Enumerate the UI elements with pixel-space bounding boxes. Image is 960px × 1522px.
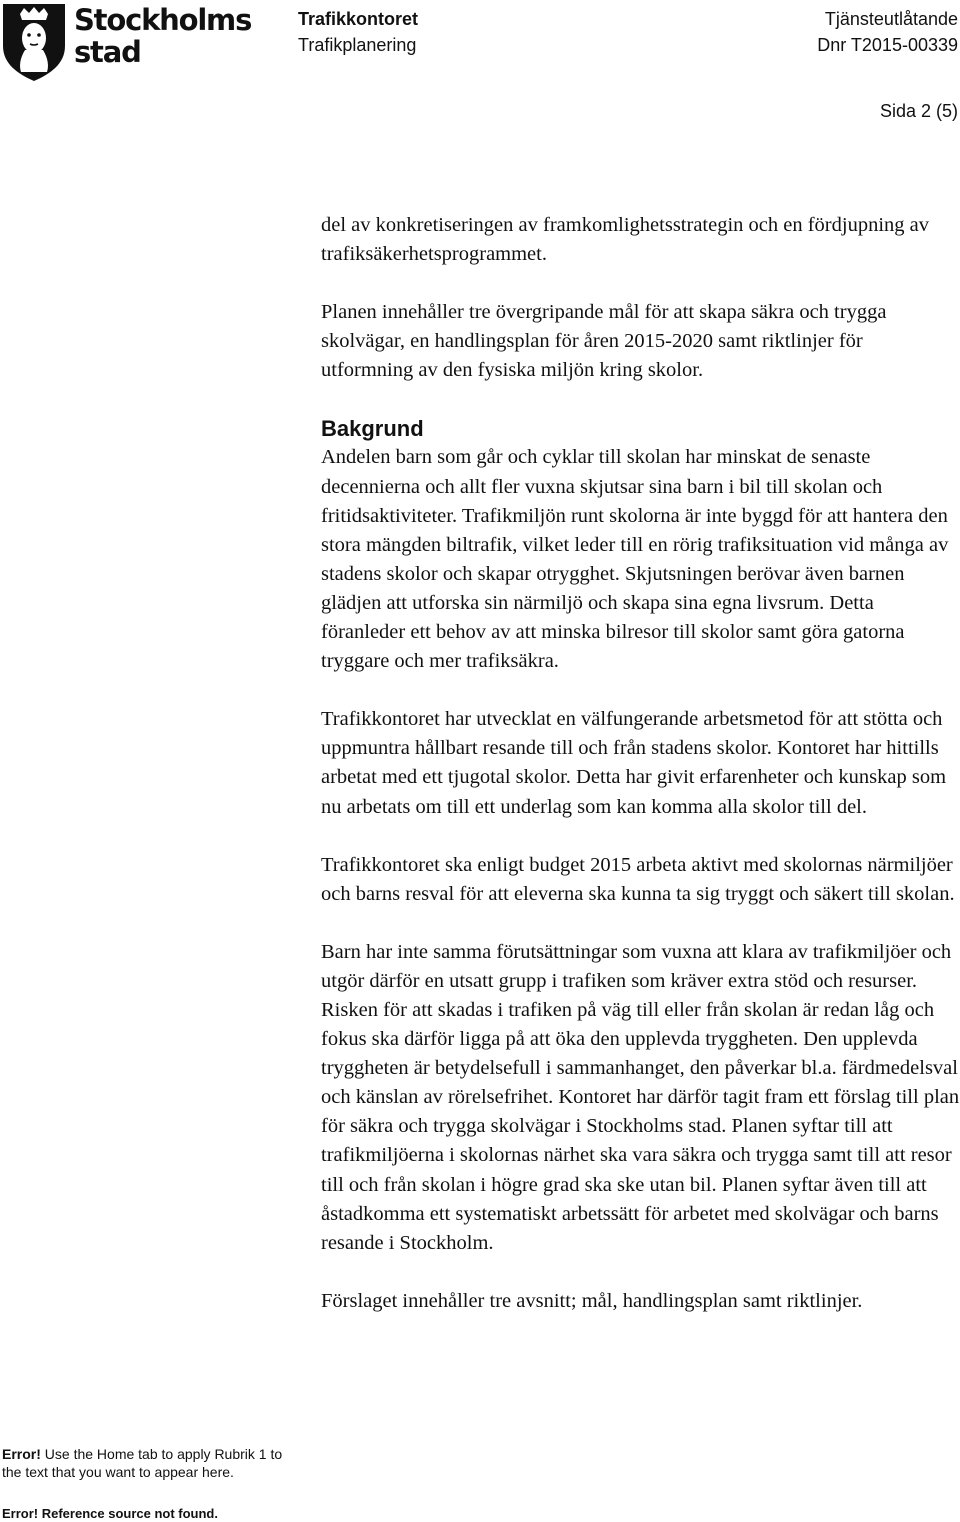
header-department-block — [298, 6, 418, 58]
section-heading-bakgrund: Bakgrund — [321, 416, 424, 442]
logo-line-2: stad — [74, 35, 141, 69]
stockholms-stad-logo — [0, 0, 252, 82]
logo-wordmark — [74, 4, 251, 68]
department-name: Trafikkontoret — [298, 9, 419, 29]
footer-error-message — [2, 1445, 302, 1481]
footer-error-text: Use the Home tab to apply Rubrik 1 to the text that you want to appear here. — [2, 1446, 283, 1480]
header-document-block — [817, 6, 958, 58]
page-number: Sida 2 (5) — [879, 101, 958, 121]
logo-line-1: Stockholms — [74, 3, 252, 37]
city-crest-icon — [0, 0, 68, 82]
unit-name: Trafikplanering — [298, 35, 417, 55]
document-number: Dnr T2015-00339 — [817, 35, 958, 55]
paragraph-1: del av konkretiseringen av framkomlighetsstrategin och en fördjupning av trafiksäkerhetsprogrammet. — [321, 214, 929, 266]
paragraph-5: Trafikkontoret ska enligt budget 2015 arbeta aktivt med skolornas närmiljöer och barns resval för att eleverna ska kunna ta sig tryggt och säkert till skolan. — [321, 853, 955, 905]
document-type: Tjänsteutlåtande — [824, 9, 958, 29]
paragraph-3: Andelen barn som går och cyklar till skolan har minskat de senaste decennierna och allt fler vuxna skjutsar sina barn i bil till skolan och fritidsaktiviteter. Trafikmiljön runt skolorna är inte byggd för att hantera den stora mängden biltrafik, vilket leder till en rörig trafiksituation vid många av stadens skolor och skapar otrygghet. Skjutsningen berövar även barnen glädjen att utforska sin närmiljö och skapa sina egna livsrum. Detta föranleder ett behov av att minska bilresor till skolor samt göra gatorna tryggare och mer trafiksäkra. — [321, 446, 949, 673]
paragraph-2: Planen innehåller tre övergripande mål för att skapa säkra och trygga skolvägar, en handlingsplan för åren 2015-2020 samt riktlinjer för utformning av den fysiska miljön kring skolor. — [321, 301, 887, 382]
paragraph-4: Trafikkontoret har utvecklat en välfungerande arbetsmetod för att stötta och uppmuntra hållbart resande till och från stadens skolor. Kontoret har hittills arbetat med ett tjugotal skolor. Detta har givit erfarenheter och kunskap som nu arbetats om till ett underlag som kan komma alla skolor till del. — [321, 708, 947, 818]
document-body — [321, 211, 960, 1316]
paragraph-6: Barn har inte samma förutsättningar som vuxna att klara av trafikmiljöer och utgör därför en utsatt grupp i trafiken som kräver extra stöd och resurser. Risken för att skadas i trafiken på väg till eller från skolan är redan låg och fokus ska därför ligga på att öka den upplevda tryggheten. Den upplevda tryggheten är betydelsefull i sammanhanget, den påverkar bl.a. färdmedelsval och känslan av rörelsefrihet. Kontoret har därför tagit fram ett förslag till plan för säkra och trygga skolvägar i Stockholms stad. Planen syftar till att trafikmiljöerna i skolornas närhet ska vara säkra och trygga samt till att resor till och från skolan i högre grad ska ske utan bil. Planen syftar även till att åstadkomma ett systematiskt arbetssätt för arbetet med skolvägar och barns resande i Stockholm. — [321, 940, 960, 1254]
footer-reference-error: Error! Reference source not found. — [2, 1506, 218, 1521]
footer-error-prefix: Error! — [2, 1446, 41, 1462]
paragraph-7: Förslaget innehåller tre avsnitt; mål, handlingsplan samt riktlinjer. — [321, 1289, 863, 1312]
